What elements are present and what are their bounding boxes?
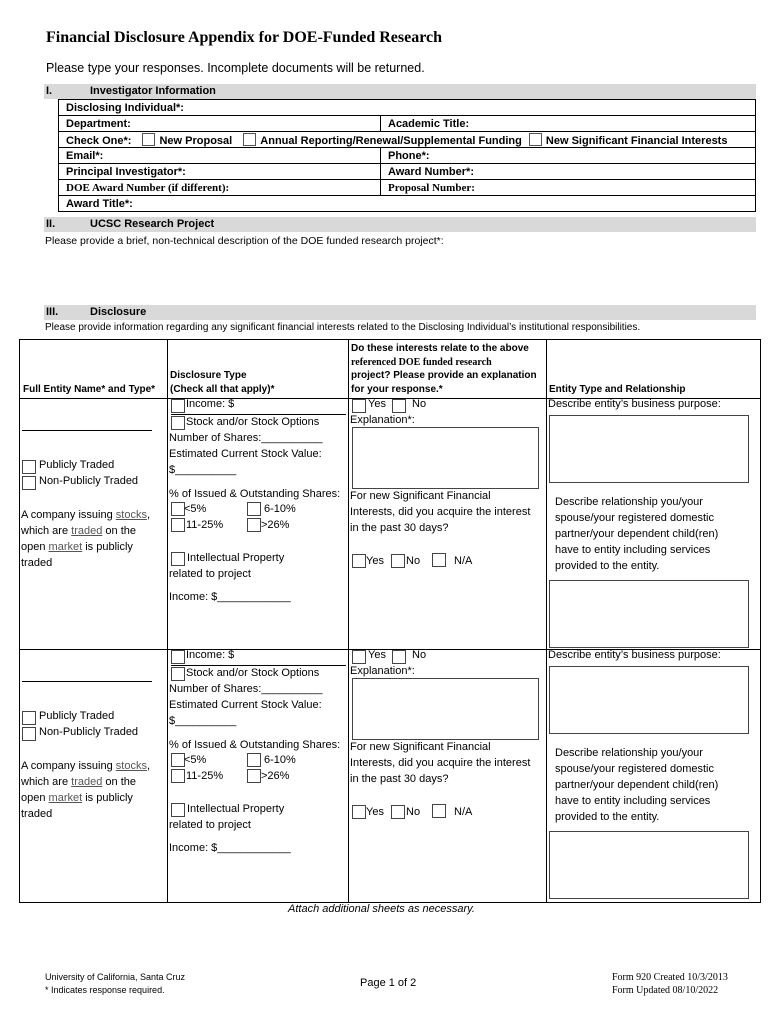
checkbox-label: No xyxy=(406,555,421,567)
explanation-label: Explanation*: xyxy=(350,414,415,426)
link-market[interactable]: market xyxy=(48,792,83,804)
relationship-label: provided to the entity. xyxy=(555,811,660,823)
percent-label: % of Issued & Outstanding Shares: xyxy=(169,739,341,751)
definition-text: which are xyxy=(21,776,69,788)
checkbox-label: No xyxy=(406,806,421,818)
definition-text: which are xyxy=(21,525,69,537)
relates-yes-checkbox[interactable] xyxy=(352,650,366,664)
header-line: Disclosure Type xyxy=(170,370,247,381)
checkbox-label: Publicly Traded xyxy=(39,710,115,722)
header-line: (Check all that apply)* xyxy=(170,383,275,395)
field-label: Proposal Number: xyxy=(388,181,475,194)
publicly-traded-checkbox[interactable] xyxy=(22,460,36,474)
stock-options-checkbox[interactable] xyxy=(171,416,185,430)
footer-line: University of California, Santa Cruz xyxy=(45,972,186,982)
section-1-header xyxy=(44,84,756,99)
footer-right xyxy=(612,971,728,997)
field-label: Academic Title: xyxy=(388,117,470,130)
lt5-checkbox[interactable] xyxy=(171,753,185,767)
acquired-na-checkbox[interactable] xyxy=(432,553,446,567)
relationship-label: Describe relationship you/your xyxy=(555,747,703,759)
number-of-shares-field: Number of Shares:__________ xyxy=(169,683,323,695)
explanation-label: Explanation*: xyxy=(350,665,415,677)
disclosing-individual-field[interactable] xyxy=(59,100,756,116)
stock-value-label: Estimated Current Stock Value: xyxy=(169,699,322,711)
income-checkbox[interactable] xyxy=(171,650,185,664)
definition-text: is publicly xyxy=(85,792,133,804)
checkbox-label: N/A xyxy=(454,555,473,567)
header-line: Do these interests relate to the above xyxy=(351,343,529,354)
checkbox-label: 6-10% xyxy=(264,503,296,515)
disclosure-row-2 xyxy=(19,650,759,898)
relationship-label: have to entity including services xyxy=(555,544,711,556)
ip-income-field: Income: $____________ xyxy=(169,842,291,854)
acquired-yes-checkbox[interactable] xyxy=(352,554,366,568)
new-sfi-question: in the past 30 days? xyxy=(350,522,449,534)
footer-line: * Indicates response required. xyxy=(45,985,165,995)
page-number: Page 1 of 2 xyxy=(360,977,417,989)
header-entity-type: Entity Type and Relationship xyxy=(549,384,686,395)
field-label: Department: xyxy=(66,117,131,130)
definition-text: traded xyxy=(21,808,53,820)
section-label: Disclosure xyxy=(90,306,147,318)
publicly-traded-checkbox[interactable] xyxy=(22,711,36,725)
checkbox-label: 6-10% xyxy=(264,754,296,766)
section-label: Investigator Information xyxy=(90,85,216,97)
checkbox-label: Yes xyxy=(368,398,386,410)
principal-investigator-field[interactable] xyxy=(59,164,381,180)
section-number: III. xyxy=(46,306,59,318)
link-traded[interactable]: traded xyxy=(71,776,103,788)
income-checkbox[interactable] xyxy=(171,399,185,413)
non-publicly-traded-checkbox[interactable] xyxy=(22,727,36,741)
6-10-checkbox[interactable] xyxy=(247,502,261,516)
link-stocks[interactable]: stocks xyxy=(115,509,147,521)
explanation-field[interactable] xyxy=(352,427,539,489)
field-label: Principal Investigator*: xyxy=(66,165,186,178)
intellectual-property-checkbox[interactable] xyxy=(171,803,185,817)
definition-text: on the xyxy=(105,776,136,788)
award-number-field[interactable] xyxy=(381,164,756,180)
attach-note: Attach additional sheets as necessary. xyxy=(288,903,475,915)
definition-text: is publicly xyxy=(85,541,133,553)
stock-value-label: Estimated Current Stock Value: xyxy=(169,448,322,460)
entity-definition: A company issuing stocks, which are traded on the open market is publicly traded xyxy=(21,760,151,820)
intellectual-property-checkbox[interactable] xyxy=(171,552,185,566)
gt26-checkbox[interactable] xyxy=(247,518,261,532)
relationship-field[interactable] xyxy=(549,831,749,899)
section-label: UCSC Research Project xyxy=(90,218,215,230)
footer-line: Form 920 Created 10/3/2013 xyxy=(612,972,728,983)
11-25-checkbox[interactable] xyxy=(171,518,185,532)
acquired-no-checkbox[interactable] xyxy=(391,554,405,568)
doe-award-number-field[interactable] xyxy=(59,180,381,196)
checkbox-label: 11-25% xyxy=(186,519,224,531)
definition-text: A company issuing xyxy=(21,760,113,772)
checkbox-label: Non-Publicly Traded xyxy=(39,475,139,487)
annual-reporting-checkbox[interactable] xyxy=(243,133,256,146)
checkbox-label: >26% xyxy=(261,519,290,531)
field-label: Award Number*: xyxy=(388,165,474,178)
section-number: II. xyxy=(46,218,56,230)
number-of-shares-field: Number of Shares:__________ xyxy=(169,432,323,444)
business-purpose-label: Describe entity’s business purpose: xyxy=(548,398,721,410)
checkbox-label: <5% xyxy=(184,754,207,766)
checkbox-label: related to project xyxy=(169,568,251,580)
checkbox-label: <5% xyxy=(184,503,207,515)
disclosure-rows xyxy=(19,339,759,901)
intro-text: Please type your responses. Incomplete documents will be returned. xyxy=(46,61,425,75)
checkbox-label: 11-25% xyxy=(186,770,224,782)
header-line: for your response.* xyxy=(351,383,443,395)
business-purpose-label: Describe entity’s business purpose: xyxy=(548,649,721,661)
relates-no-checkbox[interactable] xyxy=(392,650,406,664)
definition-text: open xyxy=(21,792,46,804)
relationship-label: spouse/your registered domestic xyxy=(555,512,714,524)
new-sfi-question: For new Significant Financial xyxy=(350,741,491,753)
entity-name-field[interactable] xyxy=(22,430,152,431)
checkbox-label: No xyxy=(412,398,427,410)
stock-options-checkbox[interactable] xyxy=(171,667,185,681)
email-field[interactable] xyxy=(59,148,381,164)
checkbox-label: Yes xyxy=(366,806,384,818)
link-stocks[interactable]: stocks xyxy=(115,760,147,772)
phone-field[interactable] xyxy=(381,148,756,164)
relationship-label: have to entity including services xyxy=(555,795,711,807)
field-label: Phone*: xyxy=(388,149,430,162)
link-market[interactable]: market xyxy=(48,541,83,553)
percent-label: % of Issued & Outstanding Shares: xyxy=(169,488,341,500)
checkbox-label: Annual Reporting/Renewal/Supplemental Funding xyxy=(260,134,522,147)
link-traded[interactable]: traded xyxy=(71,525,103,537)
header-line: project? Please provide an explanation xyxy=(351,370,537,381)
page-title: Financial Disclosure Appendix for DOE-Funded Research xyxy=(46,29,443,46)
lt5-checkbox[interactable] xyxy=(171,502,185,516)
relates-no-checkbox[interactable] xyxy=(392,399,406,413)
acquired-na-checkbox[interactable] xyxy=(432,804,446,818)
footer-left xyxy=(45,971,185,997)
academic-title-field[interactable] xyxy=(381,116,756,132)
business-purpose-field[interactable] xyxy=(549,415,749,483)
checkbox-label: Yes xyxy=(366,555,384,567)
relationship-label: spouse/your registered domestic xyxy=(555,763,714,775)
relationship-label: provided to the entity. xyxy=(555,560,660,572)
header-line: referenced DOE funded research xyxy=(351,356,492,368)
checkbox-label: Intellectual Property xyxy=(187,552,285,564)
field-label: DOE Award Number (if different): xyxy=(66,181,230,194)
stock-value-field: $__________ xyxy=(169,464,237,476)
checkbox-label: Income: $ xyxy=(186,649,235,661)
section-2-header xyxy=(44,217,756,232)
project-description-field[interactable] xyxy=(45,252,755,300)
department-field[interactable] xyxy=(59,116,381,132)
project-description-prompt: Please provide a brief, non-technical description of the DOE funded research project*: xyxy=(45,235,444,247)
checkbox-label: Stock and/or Stock Options xyxy=(186,416,320,428)
award-title-field[interactable] xyxy=(59,196,756,212)
entity-name-field[interactable] xyxy=(22,681,152,682)
checkbox-label: related to project xyxy=(169,819,251,831)
checkbox-label: New Significant Financial Interests xyxy=(545,134,728,147)
relationship-label: partner/your dependent child(ren) xyxy=(555,779,719,791)
section-3-header xyxy=(44,305,756,320)
ip-income-field: Income: $____________ xyxy=(169,591,291,603)
new-proposal-checkbox[interactable] xyxy=(142,133,155,146)
checkbox-label: New Proposal xyxy=(159,134,233,147)
gt26-checkbox[interactable] xyxy=(247,769,261,783)
definition-text: traded xyxy=(21,557,53,569)
relationship-field[interactable] xyxy=(549,580,749,648)
checkbox-label: N/A xyxy=(454,806,473,818)
checkbox-label: No xyxy=(412,649,427,661)
acquired-yes-checkbox[interactable] xyxy=(352,805,366,819)
field-label: Award Title*: xyxy=(66,197,133,210)
proposal-number-field[interactable] xyxy=(381,180,756,196)
checkbox-label: Intellectual Property xyxy=(187,803,285,815)
footer-line: Form Updated 08/10/2022 xyxy=(612,985,719,996)
new-sfi-question: For new Significant Financial xyxy=(350,490,491,502)
new-sfi-question: in the past 30 days? xyxy=(350,773,449,785)
entity-definition: A company issuing stocks, which are traded on the open market is publicly traded xyxy=(21,509,151,569)
stock-value-field: $__________ xyxy=(169,715,237,727)
non-publicly-traded-checkbox[interactable] xyxy=(22,476,36,490)
disclosure-prompt: Please provide information regarding any significant financial interests related to the Disclosing Individual’s institutional responsibilities. xyxy=(45,322,641,333)
acquired-no-checkbox[interactable] xyxy=(391,805,405,819)
section-number: I. xyxy=(46,85,53,97)
field-label: Check One*: xyxy=(66,134,132,147)
relationship-label: Describe relationship you/your xyxy=(555,496,703,508)
checkbox-label: Income: $ xyxy=(186,398,235,410)
new-sfi-question: Interests, did you acquire the interest xyxy=(350,506,531,518)
11-25-checkbox[interactable] xyxy=(171,769,185,783)
definition-text: on the xyxy=(105,525,136,537)
checkbox-label: Non-Publicly Traded xyxy=(39,726,139,738)
relationship-label: partner/your dependent child(ren) xyxy=(555,528,719,540)
investigator-info-table xyxy=(58,99,756,212)
checkbox-label: Publicly Traded xyxy=(39,459,115,471)
field-label: Disclosing Individual*: xyxy=(66,101,184,114)
field-label: Email*: xyxy=(66,149,104,162)
disclosure-row-1 xyxy=(19,399,759,647)
checkbox-label: Yes xyxy=(368,649,386,661)
checkbox-label: >26% xyxy=(261,770,290,782)
header-entity: Full Entity Name* and Type* xyxy=(23,384,156,395)
6-10-checkbox[interactable] xyxy=(247,753,261,767)
explanation-field[interactable] xyxy=(352,678,539,740)
business-purpose-field[interactable] xyxy=(549,666,749,734)
check-one-row xyxy=(59,132,756,148)
definition-text: A company issuing xyxy=(21,509,113,521)
checkbox-label: Stock and/or Stock Options xyxy=(186,667,320,679)
definition-text: open xyxy=(21,541,46,553)
new-sfi-checkbox[interactable] xyxy=(529,133,542,146)
new-sfi-question: Interests, did you acquire the interest xyxy=(350,757,531,769)
relates-yes-checkbox[interactable] xyxy=(352,399,366,413)
